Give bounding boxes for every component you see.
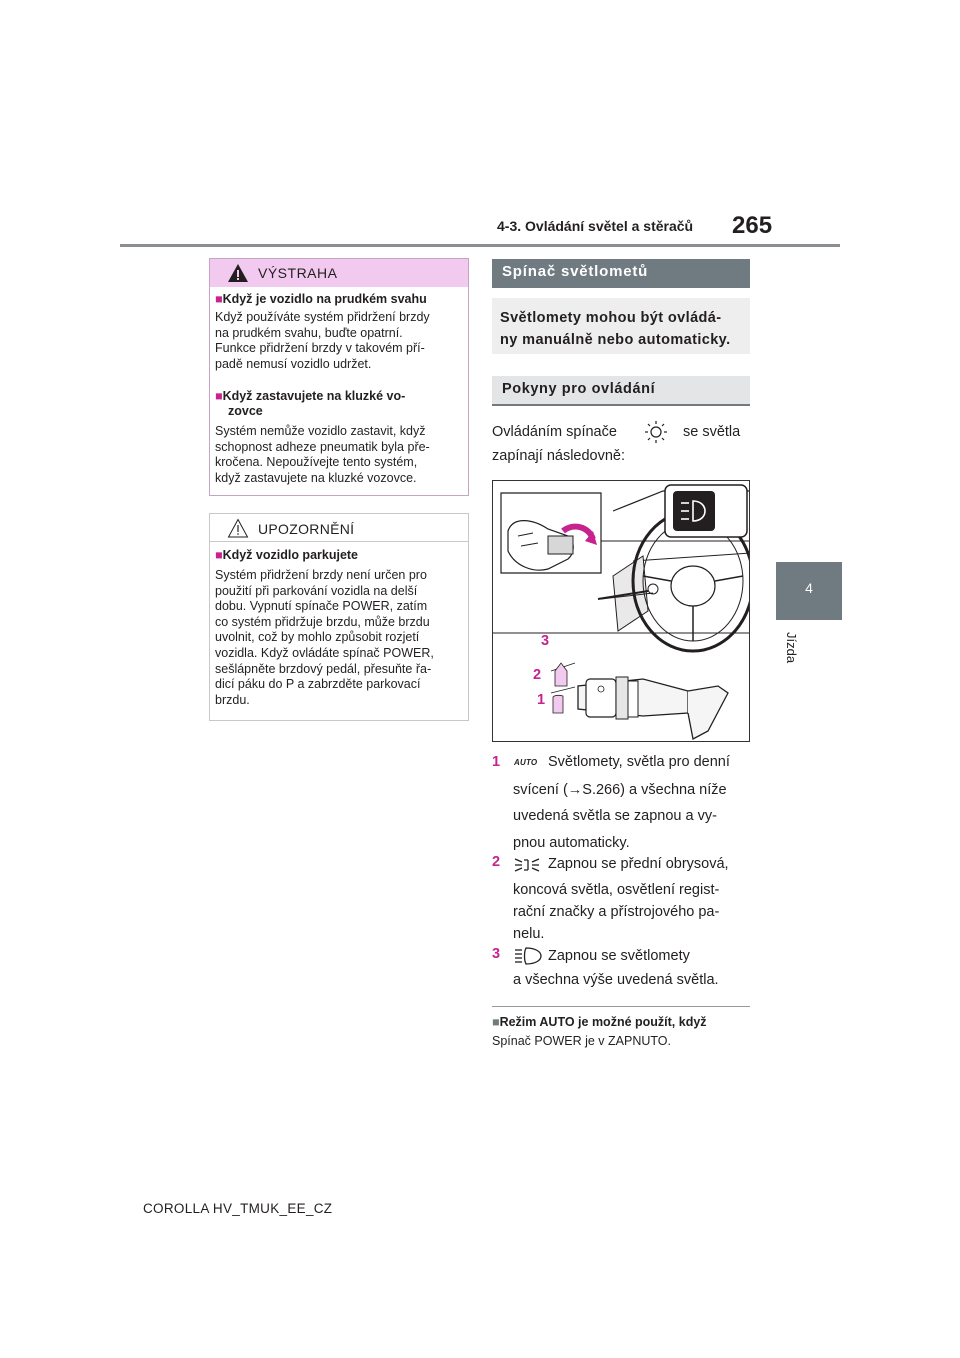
headlight-icon	[514, 946, 542, 966]
figure-label-1: 1	[537, 692, 546, 708]
chapter-number: 4	[805, 580, 813, 596]
section-heading: Spínač světlometů	[502, 263, 649, 280]
footer-model-code: COROLLA HV_TMUK_EE_CZ	[143, 1201, 333, 1216]
warning-item-heading: ■Když je vozidlo na prudkém svahu	[215, 292, 427, 306]
warning-item-heading-cont: zovce	[228, 404, 263, 418]
item-1-text: svícení (→S.266) a všechna níže uvedená světla se zapnou a vy- pnou automaticky.	[513, 782, 727, 851]
caution-item-body: Systém přidržení brzdy není určen pro použití při parkování vozidla na delší dobu. Vypnutí spínače POWER, zatím co systém přidržuje brzdu, může brzdu uvolnit, což by mohlo způsobit rozjetí vozidla. Když ovládáte spínač POWER, sešlápněte brzdový pedál, přesuňte řa- dicí páku do P a zabrzděte parkovací brzdu.	[215, 568, 434, 707]
intro-text: Světlomety mohou být ovládá- ny manuálně nebo automaticky.	[500, 310, 731, 348]
lead-text-2: zapínají následovně:	[492, 448, 626, 464]
parking-lights-icon	[514, 856, 540, 874]
subsection-heading: Pokyny pro ovládání	[502, 381, 656, 397]
illustration-drawing	[493, 481, 750, 742]
item-2-text: koncová světla, osvětlení regist- rační značky a přístrojového pa- nelu.	[513, 882, 720, 942]
auto-icon: AUTO	[514, 758, 538, 767]
item-number-2: 2	[492, 854, 501, 870]
item-number-3: 3	[492, 946, 501, 962]
item-number-1: 1	[492, 754, 501, 770]
light-switch-illustration	[492, 480, 750, 742]
chapter-label: Jízda	[784, 632, 799, 664]
figure-label-2: 2	[533, 667, 542, 683]
figure-label-3: 3	[541, 633, 550, 649]
page-number: 265	[732, 212, 773, 239]
caution-item-heading: ■Když vozidlo parkujete	[215, 548, 359, 562]
warning-item-heading: ■Když zastavujete na kluzké vo-	[215, 389, 406, 403]
item-3-line-2: a všechna výše uvedená světla.	[513, 972, 719, 988]
caution-triangle-icon	[227, 518, 249, 538]
light-switch-icon	[643, 420, 669, 444]
lead-text-1a: Ovládáním spínače	[492, 424, 617, 440]
item-3-line-1: Zapnou se světlomety	[548, 948, 690, 964]
note-heading: ■Režim AUTO je možné použít, když	[492, 1015, 707, 1029]
warning-item-body: Když používáte systém přidržení brzdy na prudkém svahu, buďte opatrní. Funkce přidržení brzdy v takovém pří- padě nemusí vozidlo udržet.	[215, 310, 430, 371]
note-rule	[492, 1006, 750, 1007]
header-rule	[120, 244, 840, 247]
warning-title: VÝSTRAHA	[258, 265, 338, 281]
item-1-line-1: Světlomety, světla pro denní	[548, 754, 730, 770]
lead-text-1b: se světla	[683, 424, 741, 440]
warning-item-body: Systém nemůže vozidlo zastavit, když schopnost adheze pneumatik byla pře- kročena. Nepoužívejte tento systém, když zastavujete na kluzké vozovce.	[215, 424, 430, 485]
note-text: Spínač POWER je v ZAPNUTO.	[492, 1034, 671, 1048]
caution-title: UPOZORNĚNÍ	[258, 521, 355, 537]
warning-triangle-icon	[227, 263, 249, 283]
section-title: 4-3. Ovládání světel a stěračů	[497, 218, 694, 234]
item-2-line-1: Zapnou se přední obrysová,	[548, 856, 729, 872]
